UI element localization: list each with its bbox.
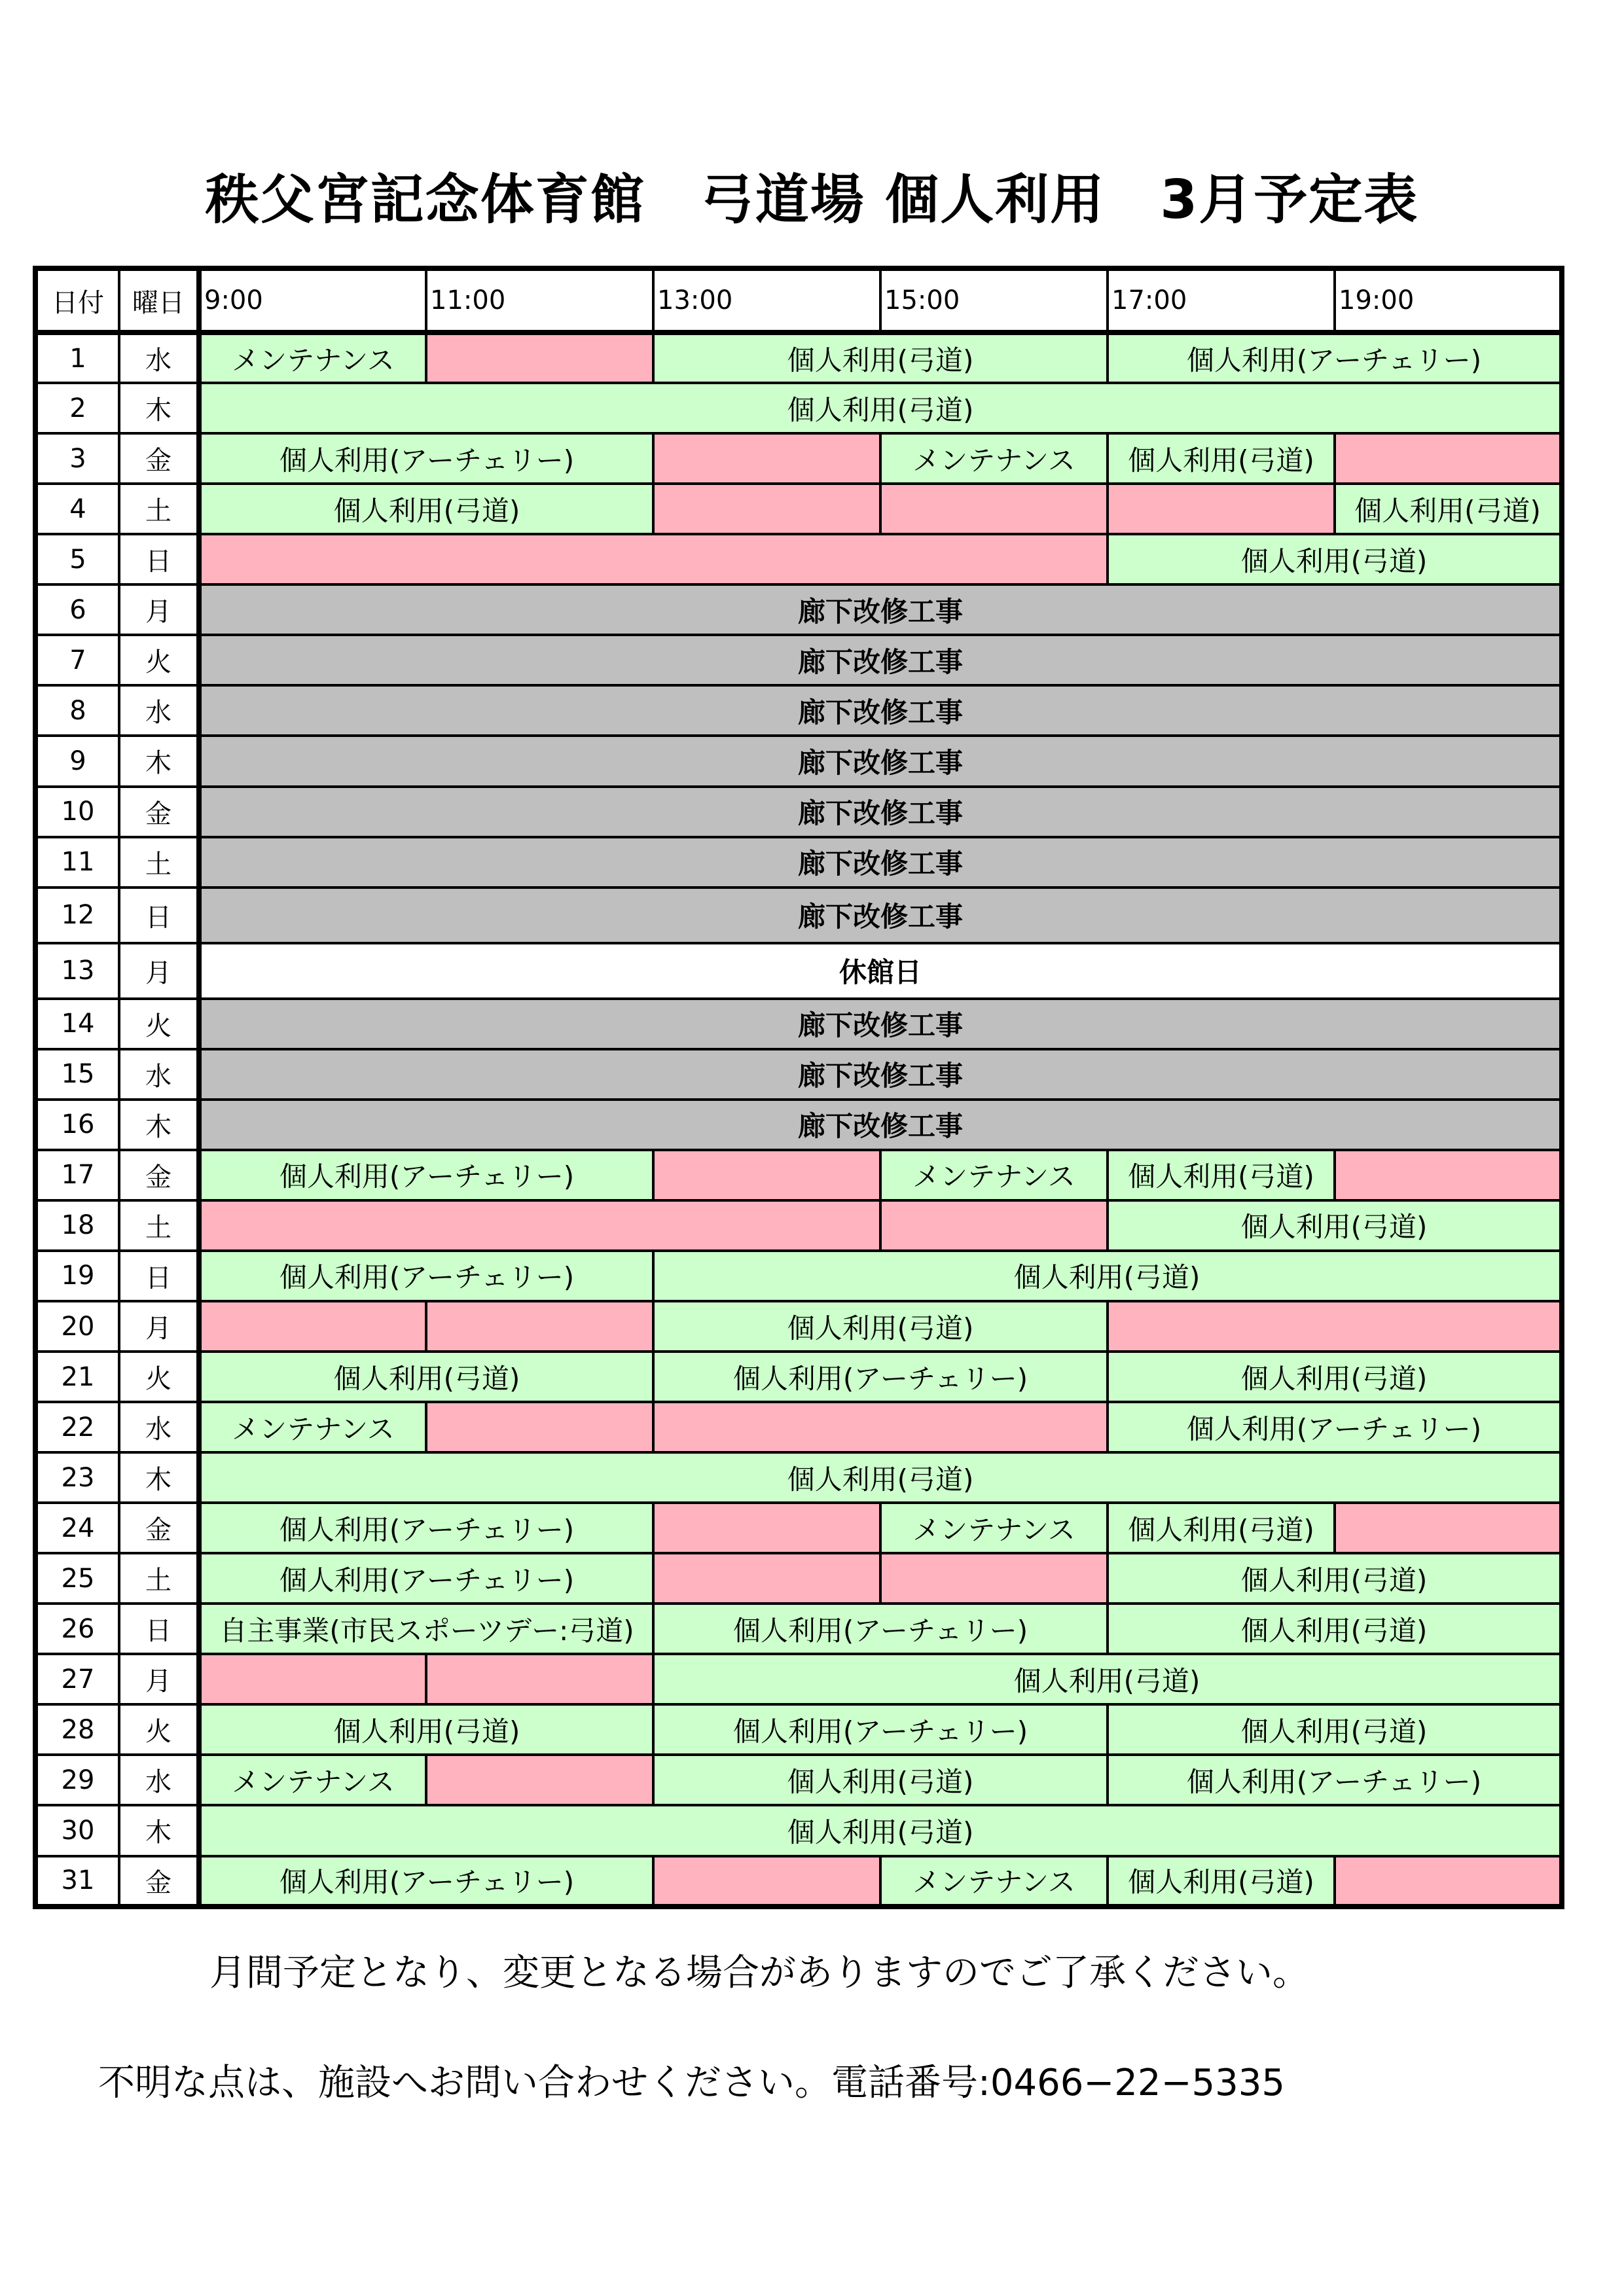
table-row (35, 1251, 1562, 1301)
schedule-slot: 廊下改修工事 (199, 584, 1562, 635)
weekday-cell: 木 (119, 383, 199, 433)
weekday-cell: 金 (119, 787, 199, 837)
time-header: 13:00 (653, 268, 880, 332)
table-row (35, 837, 1562, 888)
footer-note-schedule: 月間予定となり、変更となる場合がありますのでご了承ください。 (209, 1952, 1309, 1994)
schedule-slot: 個人利用(アーチェリー) (653, 1704, 1108, 1755)
schedule-slot-empty (1108, 1301, 1562, 1352)
schedule-slot: 個人利用(弓道) (1108, 1704, 1562, 1755)
schedule-slot: 廊下改修工事 (199, 787, 1562, 837)
day-cell: 6 (35, 584, 119, 635)
table-row (35, 1553, 1562, 1604)
schedule-slot: 個人利用(アーチェリー) (199, 1150, 653, 1200)
schedule-slot-empty (880, 1553, 1108, 1604)
table-row (35, 635, 1562, 685)
table-row (35, 1301, 1562, 1352)
weekday-cell: 金 (119, 1503, 199, 1553)
schedule-slot: 個人利用(弓道) (653, 1654, 1562, 1704)
table-row (35, 383, 1562, 433)
day-cell: 4 (35, 484, 119, 534)
dow-column-header: 曜日 (119, 268, 199, 332)
schedule-slot-empty (199, 1200, 880, 1251)
weekday-cell: 火 (119, 1352, 199, 1402)
weekday-cell: 金 (119, 433, 199, 484)
table-row (35, 332, 1562, 383)
table-row (35, 1452, 1562, 1503)
day-cell: 19 (35, 1251, 119, 1301)
schedule-slot: 個人利用(アーチェリー) (199, 1553, 653, 1604)
weekday-cell: 月 (119, 584, 199, 635)
footer-note-contact: 不明な点は、施設へお問い合わせください。電話番号:0466−22−5335 (98, 2062, 1285, 2104)
table-row (35, 999, 1562, 1049)
schedule-slot: 個人利用(弓道) (1108, 534, 1562, 584)
weekday-cell: 日 (119, 1251, 199, 1301)
weekday-cell: 月 (119, 1654, 199, 1704)
table-row (35, 1200, 1562, 1251)
schedule-slot: 個人利用(弓道) (1108, 1352, 1562, 1402)
schedule-slot: 個人利用(弓道) (1108, 1604, 1562, 1654)
weekday-cell: 木 (119, 1452, 199, 1503)
table-row (35, 1755, 1562, 1805)
schedule-slot: 個人利用(アーチェリー) (199, 1251, 653, 1301)
schedule-slot: メンテナンス (199, 1755, 426, 1805)
weekday-cell: 日 (119, 1604, 199, 1654)
table-row (35, 1100, 1562, 1150)
table-row (35, 685, 1562, 736)
schedule-slot: 個人利用(弓道) (1108, 1553, 1562, 1604)
schedule-slot: 個人利用(アーチェリー) (653, 1352, 1108, 1402)
weekday-cell: 木 (119, 736, 199, 786)
schedule-slot: 廊下改修工事 (199, 888, 1562, 943)
schedule-slot-empty (426, 1402, 653, 1452)
schedule-table (33, 266, 1564, 1909)
weekday-cell: 木 (119, 1100, 199, 1150)
schedule-slot-empty (1335, 1856, 1562, 1907)
schedule-slot: 廊下改修工事 (199, 736, 1562, 786)
weekday-cell: 日 (119, 888, 199, 943)
schedule-slot: 個人利用(弓道) (199, 484, 653, 534)
table-row (35, 1856, 1562, 1907)
table-row (35, 1503, 1562, 1553)
weekday-cell: 水 (119, 1049, 199, 1100)
schedule-slot: 個人利用(弓道) (1108, 1200, 1562, 1251)
day-cell: 22 (35, 1402, 119, 1452)
schedule-slot: 個人利用(弓道) (1335, 484, 1562, 534)
table-row (35, 1704, 1562, 1755)
table-row (35, 1150, 1562, 1200)
day-cell: 31 (35, 1856, 119, 1907)
schedule-slot: メンテナンス (880, 1856, 1108, 1907)
day-cell: 17 (35, 1150, 119, 1200)
schedule-slot: 個人利用(アーチェリー) (1108, 332, 1562, 383)
day-cell: 18 (35, 1200, 119, 1251)
table-row (35, 584, 1562, 635)
day-cell: 2 (35, 383, 119, 433)
schedule-slot: 個人利用(アーチェリー) (199, 1856, 653, 1907)
table-row (35, 1049, 1562, 1100)
schedule-slot: 個人利用(弓道) (199, 1352, 653, 1402)
table-row (35, 1352, 1562, 1402)
day-cell: 23 (35, 1452, 119, 1503)
schedule-slot-empty (426, 1301, 653, 1352)
day-cell: 29 (35, 1755, 119, 1805)
schedule-slot: 個人利用(弓道) (1108, 1503, 1335, 1553)
day-cell: 1 (35, 332, 119, 383)
page-title: 秩父宮記念体育館 弓道場 個人利用 3月予定表 (205, 169, 1419, 231)
schedule-slot: 休館日 (199, 943, 1562, 999)
day-cell: 25 (35, 1553, 119, 1604)
day-cell: 12 (35, 888, 119, 943)
weekday-cell: 水 (119, 685, 199, 736)
schedule-slot-empty (199, 534, 1108, 584)
time-header: 19:00 (1335, 268, 1562, 332)
schedule-slot: 個人利用(アーチェリー) (1108, 1402, 1562, 1452)
schedule-slot: 個人利用(弓道) (653, 1301, 1108, 1352)
schedule-slot: 個人利用(弓道) (653, 1755, 1108, 1805)
schedule-slot-empty (653, 1503, 880, 1553)
day-cell: 8 (35, 685, 119, 736)
schedule-slot: 廊下改修工事 (199, 685, 1562, 736)
schedule-slot-empty (653, 1553, 880, 1604)
schedule-slot-empty (653, 1150, 880, 1200)
weekday-cell: 金 (119, 1150, 199, 1200)
schedule-slot: 個人利用(弓道) (199, 383, 1562, 433)
day-cell: 21 (35, 1352, 119, 1402)
weekday-cell: 水 (119, 332, 199, 383)
schedule-slot: 個人利用(弓道) (199, 1704, 653, 1755)
weekday-cell: 火 (119, 999, 199, 1049)
day-cell: 13 (35, 943, 119, 999)
table-row (35, 1604, 1562, 1654)
weekday-cell: 水 (119, 1402, 199, 1452)
schedule-slot-empty (653, 484, 880, 534)
weekday-cell: 火 (119, 635, 199, 685)
time-header: 11:00 (426, 268, 653, 332)
schedule-slot: 個人利用(アーチェリー) (199, 1503, 653, 1553)
schedule-slot-empty (653, 1856, 880, 1907)
schedule-slot: メンテナンス (880, 1150, 1108, 1200)
weekday-cell: 木 (119, 1805, 199, 1856)
weekday-cell: 水 (119, 1755, 199, 1805)
schedule-slot: 自主事業(市民スポーツデー:弓道) (199, 1604, 653, 1654)
schedule-slot: 個人利用(アーチェリー) (653, 1604, 1108, 1654)
table-row (35, 484, 1562, 534)
schedule-slot-empty (426, 1654, 653, 1704)
table-row (35, 433, 1562, 484)
weekday-cell: 月 (119, 1301, 199, 1352)
schedule-slot: メンテナンス (880, 433, 1108, 484)
day-cell: 3 (35, 433, 119, 484)
day-cell: 5 (35, 534, 119, 584)
table-row (35, 1402, 1562, 1452)
day-cell: 26 (35, 1604, 119, 1654)
day-cell: 16 (35, 1100, 119, 1150)
weekday-cell: 金 (119, 1856, 199, 1907)
schedule-slot: 廊下改修工事 (199, 1049, 1562, 1100)
weekday-cell: 土 (119, 1200, 199, 1251)
schedule-slot: 個人利用(弓道) (1108, 1856, 1335, 1907)
time-header: 9:00 (199, 268, 426, 332)
schedule-slot: メンテナンス (880, 1503, 1108, 1553)
schedule-slot-empty (199, 1301, 426, 1352)
schedule-slot: 個人利用(弓道) (1108, 433, 1335, 484)
table-row (35, 534, 1562, 584)
schedule-slot: 廊下改修工事 (199, 999, 1562, 1049)
weekday-cell: 土 (119, 484, 199, 534)
day-cell: 24 (35, 1503, 119, 1553)
day-cell: 20 (35, 1301, 119, 1352)
table-row (35, 943, 1562, 999)
schedule-slot-empty (1108, 484, 1335, 534)
schedule-slot: 廊下改修工事 (199, 1100, 1562, 1150)
day-cell: 15 (35, 1049, 119, 1100)
schedule-slot-empty (1335, 433, 1562, 484)
day-cell: 14 (35, 999, 119, 1049)
table-row (35, 1805, 1562, 1856)
schedule-slot-empty (653, 1402, 1108, 1452)
schedule-slot: 個人利用(弓道) (653, 332, 1108, 383)
day-cell: 27 (35, 1654, 119, 1704)
day-cell: 11 (35, 837, 119, 888)
schedule-slot-empty (426, 1755, 653, 1805)
schedule-slot: 個人利用(弓道) (1108, 1150, 1335, 1200)
table-row (35, 736, 1562, 786)
schedule-slot-empty (426, 332, 653, 383)
schedule-slot-empty (1335, 1150, 1562, 1200)
weekday-cell: 日 (119, 534, 199, 584)
schedule-slot: 個人利用(アーチェリー) (1108, 1755, 1562, 1805)
weekday-cell: 土 (119, 837, 199, 888)
table-header-row (35, 268, 1562, 332)
schedule-slot: 個人利用(弓道) (199, 1805, 1562, 1856)
schedule-slot: 個人利用(弓道) (653, 1251, 1562, 1301)
table-row (35, 888, 1562, 943)
schedule-slot: メンテナンス (199, 1402, 426, 1452)
day-cell: 7 (35, 635, 119, 685)
day-cell: 9 (35, 736, 119, 786)
date-column-header: 日付 (35, 268, 119, 332)
table-row (35, 1654, 1562, 1704)
day-cell: 10 (35, 787, 119, 837)
schedule-slot-empty (199, 1654, 426, 1704)
weekday-cell: 土 (119, 1553, 199, 1604)
schedule-slot-empty (880, 484, 1108, 534)
schedule-slot-empty (653, 433, 880, 484)
time-header: 17:00 (1108, 268, 1335, 332)
schedule-slot-empty (880, 1200, 1108, 1251)
schedule-slot: 個人利用(弓道) (199, 1452, 1562, 1503)
weekday-cell: 月 (119, 943, 199, 999)
day-cell: 30 (35, 1805, 119, 1856)
schedule-slot: 廊下改修工事 (199, 635, 1562, 685)
time-header: 15:00 (880, 268, 1108, 332)
schedule-slot: 個人利用(アーチェリー) (199, 433, 653, 484)
schedule-slot: メンテナンス (199, 332, 426, 383)
weekday-cell: 火 (119, 1704, 199, 1755)
schedule-slot: 廊下改修工事 (199, 837, 1562, 888)
table-row (35, 787, 1562, 837)
day-cell: 28 (35, 1704, 119, 1755)
schedule-slot-empty (1335, 1503, 1562, 1553)
